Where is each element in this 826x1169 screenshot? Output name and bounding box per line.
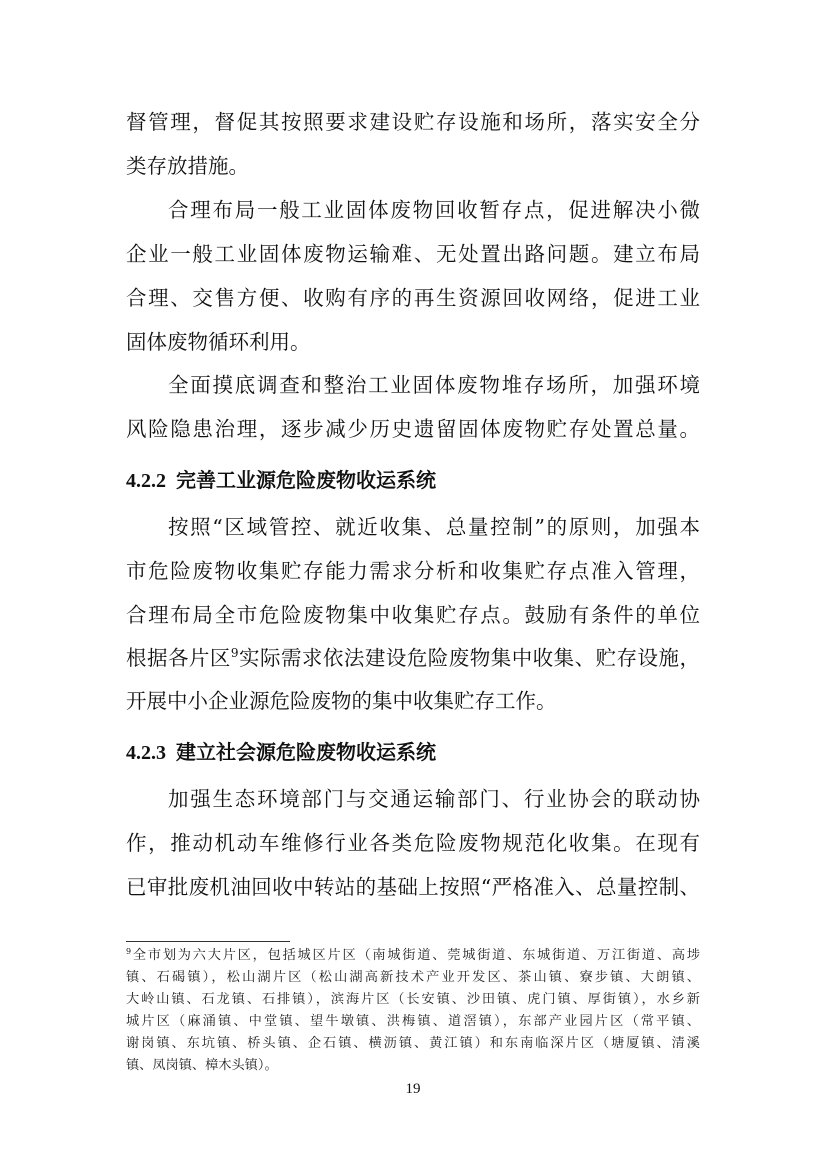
footnote-line: 镇、石碣镇），松山湖片区（松山湖高新技术产业开发区、茶山镇、寮步镇、大朗镇、	[126, 970, 700, 985]
body-text-line: 企业一般工业固体废物运输难、无处置出路问题。建立布局	[126, 242, 700, 266]
body-text-line: 风险隐患治理，逐步减少历史遗留固体废物贮存处置总量。	[126, 417, 700, 441]
body-text-line: 按照“区域管控、就近收集、总量控制”的原则，加强本	[168, 515, 700, 539]
footnote-line	[126, 945, 700, 967]
body-text-line: 类存放措施。	[126, 154, 249, 178]
body-text-line: 加强生态环境部门与交通运输部门、行业协会的联动协	[168, 787, 700, 811]
footnote-line: 大岭山镇、石龙镇、石排镇），滨海片区（长安镇、沙田镇、虎门镇、厚街镇），水乡新	[126, 992, 700, 1007]
body-text-line	[126, 643, 700, 673]
footnote-separator	[126, 941, 290, 942]
body-text-line: 合理、交售方便、收购有序的再生资源回收网络，促进工业	[126, 286, 700, 310]
footnote-line: 镇、凤岗镇、樟木头镇）。	[126, 1058, 278, 1073]
text-span: 实际需求依法建设危险废物集中收集、贮存设施，	[238, 646, 701, 670]
section-number: 4.2.3	[126, 742, 166, 764]
text-span: 根据各片区	[126, 646, 231, 670]
body-text-line: 全面摸底调查和整治工业固体废物堆存场所，加强环境	[168, 373, 700, 397]
section-title: 完善工业源危险废物收运系统	[176, 468, 436, 492]
body-text-line: 督管理，督促其按照要求建设贮存设施和场所，落实安全分	[126, 110, 700, 134]
body-text-line: 已审批废机油回收中转站的基础上按照“严格准入、总量控制、	[126, 875, 700, 899]
body-text-line: 固体废物循环利用。	[126, 330, 311, 354]
section-title: 建立社会源危险废物收运系统	[176, 740, 436, 764]
body-text-line: 开展中小企业源危险废物的集中收集贮存工作。	[126, 689, 557, 713]
body-text-line: 市危险废物收集贮存能力需求分析和收集贮存点准入管理，	[126, 559, 700, 583]
footnote-line: 城片区（麻涌镇、中堂镇、望牛墩镇、洪梅镇、道滘镇），东部产业园片区（常平镇、	[126, 1014, 700, 1029]
body-text-line: 合理布局一般工业固体废物回收暂存点，促进解决小微	[168, 198, 700, 222]
text-span: 全市划为六大片区，包括城区片区（南城街道、莞城街道、东城街道、万江街道、高埗	[131, 948, 700, 963]
footnote-line: 谢岗镇、东坑镇、桥头镇、企石镇、横沥镇、黄江镇）和东南临深片区（塘厦镇、清溪	[126, 1036, 700, 1051]
body-text-line: 作，推动机动车维修行业各类危险废物规范化收集。在现有	[126, 831, 700, 855]
section-number: 4.2.2	[126, 470, 166, 492]
section-heading-4-2-3	[126, 737, 436, 767]
footnote-marker: 9	[126, 947, 132, 956]
body-text-line: 合理布局全市危险废物集中收集贮存点。鼓励有条件的单位	[126, 603, 700, 627]
footnote-reference[interactable]: 9	[230, 646, 239, 660]
section-heading-4-2-2	[126, 465, 436, 495]
page-number: 19	[405, 1081, 421, 1097]
